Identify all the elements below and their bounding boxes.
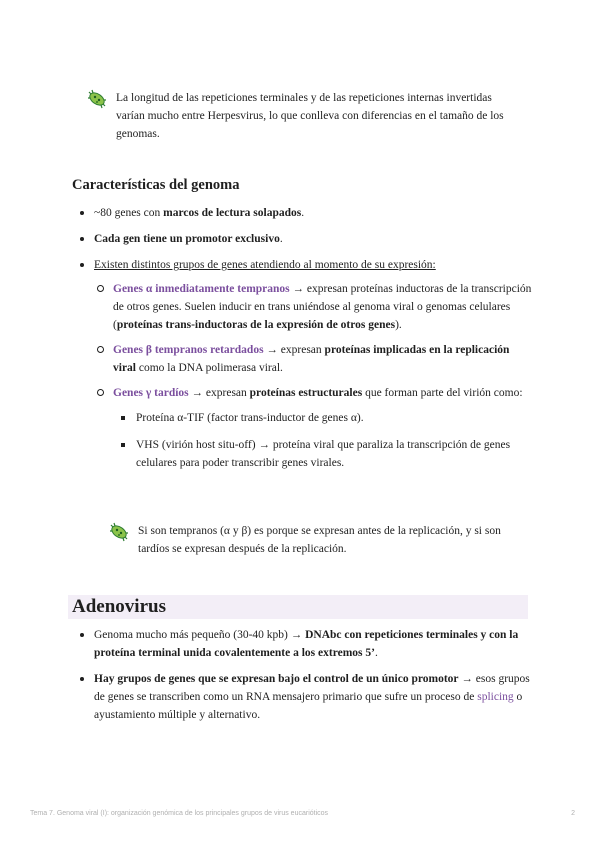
footer-title: Tema 7. Genoma viral (I): organización genómica de los principales grupos de virus eucarióticos [30, 810, 329, 817]
page-footer [30, 810, 575, 817]
adenovirus-list [76, 626, 532, 732]
list-item: Proteína α-TIF (factor trans-inductor de genes α). [113, 409, 532, 427]
list-item: Cada gen tiene un promotor exclusivo. [76, 230, 532, 248]
page-number: 2 [571, 810, 575, 817]
splicing-link[interactable]: splicing [477, 691, 514, 703]
gene-group-gamma: Genes γ tardíos → expresan proteínas estructurales que forman parte del virión como: Proteína α-TIF (factor trans-inductor de genes α). VHS (virión host situ-off) → proteína viral que paraliza la transcripción de genes celulares para poder transcribir genes virales. [94, 384, 532, 472]
list-item: ~80 genes con marcos de lectura solapados. [76, 204, 532, 222]
list-item: VHS (virión host situ-off) → proteína viral que paraliza la transcripción de genes celulares para poder transcribir genes virales. [113, 436, 532, 472]
note-length-repeats [86, 89, 506, 143]
note-text: Si son tempranos (α y β) es porque se expresan antes de la replicación, y si son tardíos se expresan después de la replicación. [138, 525, 501, 555]
gene-group-alpha: Genes α inmediatamente tempranos → expresan proteínas inductoras de la transcripción de otros genes. Suelen inducir en trans uniéndose al genoma viral o genomas celulares (proteínas trans-inductoras de la expresión de otros genes). [94, 280, 532, 334]
note-early-late [108, 522, 508, 558]
virus-icon [86, 89, 108, 109]
adenovirus-heading: Adenovirus [72, 596, 166, 617]
note-text: La longitud de las repeticiones terminales y de las repeticiones internas invertidas varían mucho entre Herpesvirus, lo que conlleva con diferencias en el tamaño de los genomas. [116, 92, 504, 140]
gene-groups-list [94, 280, 532, 472]
list-item: Genoma mucho más pequeño (30-40 kpb) → DNAbc con repeticiones terminales y con la proteína terminal unida covalentemente a los extremos 5’. [76, 626, 532, 662]
virus-icon [108, 522, 130, 542]
list-item: Hay grupos de genes que se expresan bajo el control de un único promotor → esos grupos de genes se transcriben como un RNA mensajero primario que sufre un proceso de splicing o ayustamiento múltiple y alternativo. [76, 670, 532, 724]
gene-group-beta: Genes β tempranos retardados → expresan proteínas implicadas en la replicación viral como la DNA polimerasa viral. [94, 341, 532, 377]
genome-list [76, 204, 532, 481]
gene-groups-intro: Existen distintos grupos de genes atendiendo al momento de su expresión: [94, 259, 436, 271]
structural-proteins-list [113, 409, 532, 472]
genome-heading: Características del genoma [72, 177, 240, 193]
list-item [76, 256, 532, 472]
